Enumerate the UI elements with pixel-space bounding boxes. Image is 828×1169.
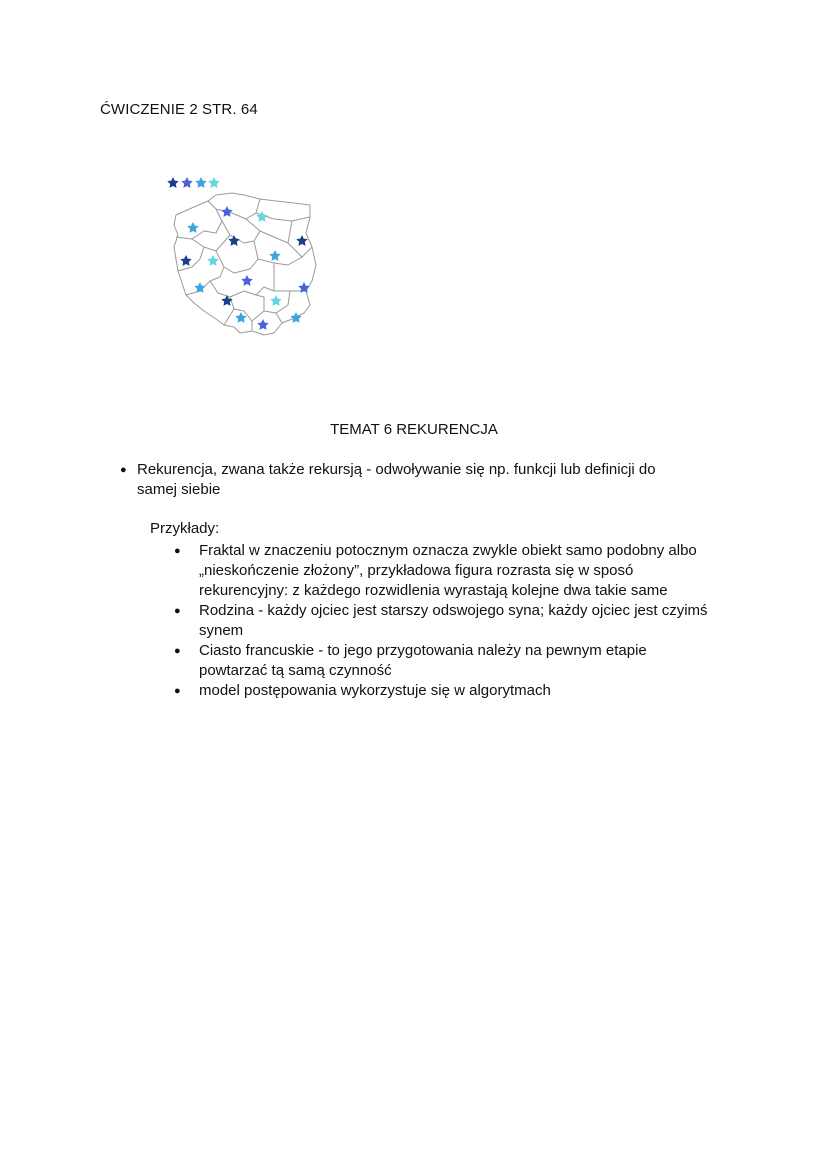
list-item [174, 601, 739, 641]
topic-title: TEMAT 6 REKURENCJA [330, 421, 498, 438]
list-item [174, 541, 739, 601]
bullet-icon: ● [174, 605, 181, 617]
bullet-icon: ● [174, 545, 181, 557]
bullet-icon: ● [120, 464, 127, 476]
map-stars-graphic [164, 173, 324, 348]
examples-list [174, 541, 739, 701]
example-line: rekurencyjny: z każdego rozwidlenia wyrastają kolejne dwa takie same [199, 582, 668, 599]
definition-line-1: Rekurencja, zwana także rekursją - odwoływanie się np. funkcji lub definicji do [137, 461, 656, 478]
list-item [174, 641, 739, 681]
example-line: Fraktal w znaczeniu potocznym oznacza zwykle obiekt samo podobny albo [199, 542, 697, 559]
definition-line-2: samej siebie [137, 481, 221, 498]
example-line: powtarzać tą samą czynność [199, 662, 392, 679]
example-line: Rodzina - każdy ojciec jest starszy odswojego syna; każdy ojciec jest czyimś [199, 602, 708, 619]
examples-label: Przykłady: [150, 520, 220, 537]
bullet-icon: ● [174, 685, 181, 697]
example-line: Ciasto francuskie - to jego przygotowania należy na pewnym etapie [199, 642, 647, 659]
poland-map-stars-logo [164, 173, 324, 348]
example-line: synem [199, 622, 244, 639]
bullet-icon: ● [174, 645, 181, 657]
definition-item [120, 460, 737, 500]
example-line: „nieskończenie złożony”, przykładowa figura rozrasta się w sposó [199, 562, 634, 579]
example-line: model postępowania wykorzystuje się w algorytmach [199, 682, 551, 699]
list-item [174, 681, 739, 701]
page-heading: ĆWICZENIE 2 STR. 64 [100, 101, 258, 118]
